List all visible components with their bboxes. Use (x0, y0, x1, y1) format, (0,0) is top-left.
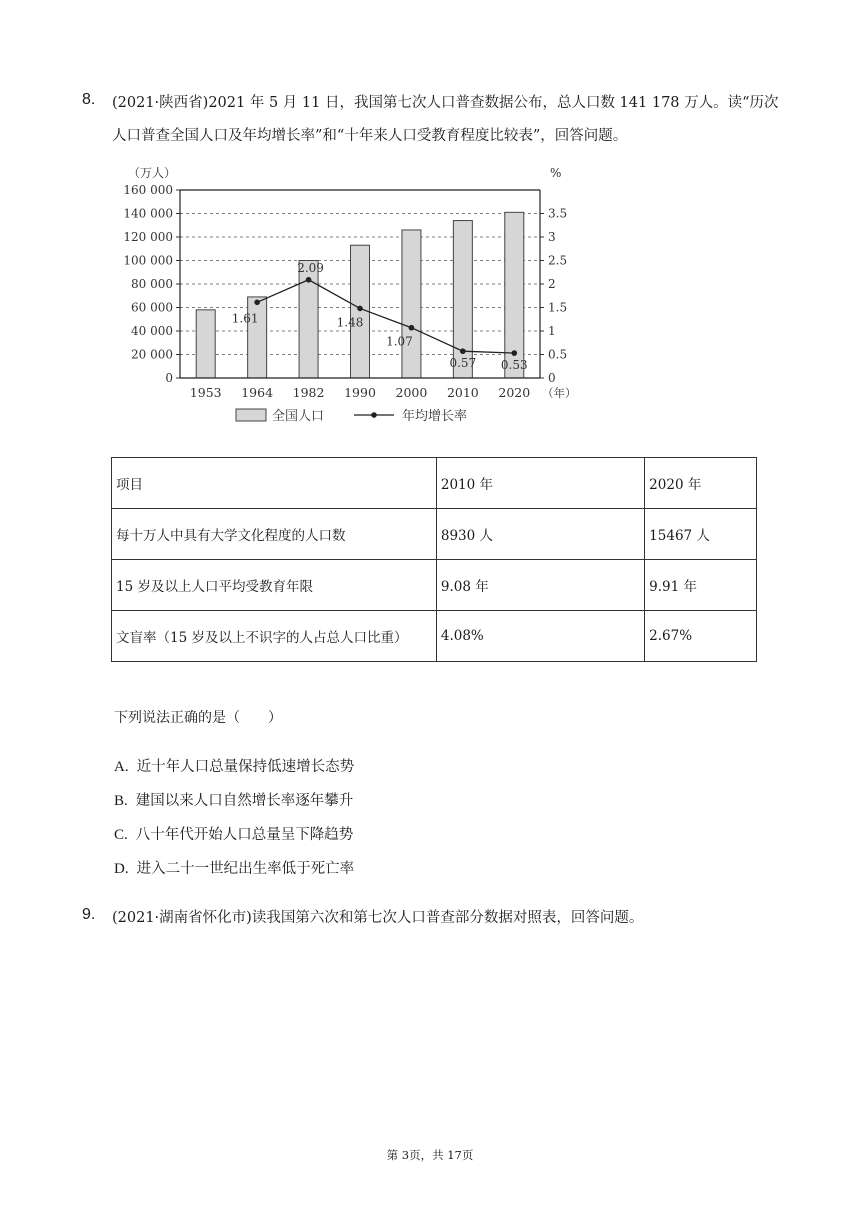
growth-rate-point (357, 306, 363, 312)
question-9-text-line1: (2021·湖南省怀化市)读我国第六次和第七次人口普查部分数据对照表，回答问题。 (112, 910, 644, 926)
y-left-tick-label: 0 (165, 371, 173, 385)
chart-legend (236, 408, 467, 424)
table-cell: 2010 年 (436, 458, 644, 509)
x-tick-label: 1982 (292, 385, 325, 400)
legend-line-label: 年均增长率 (402, 409, 468, 424)
table-cell: 8930 人 (436, 509, 644, 560)
table-cell: 每十万人中具有大学文化程度的人口数 (112, 509, 437, 560)
y-left-tick-label: 120 000 (123, 230, 173, 244)
option-letter: C. (114, 827, 128, 843)
growth-rate-data-label: 0.57 (449, 356, 477, 371)
option-d[interactable] (114, 857, 354, 878)
table-cell: 4.08% (436, 611, 644, 662)
growth-rate-data-label: 1.07 (386, 334, 413, 349)
option-text: 近十年人口总量保持低速增长态势 (136, 759, 355, 775)
y-right-tick-label: 1 (548, 324, 556, 338)
question-8-number: 8. (82, 91, 96, 108)
x-tick-label: 2000 (395, 385, 428, 400)
x-tick-label: 1990 (344, 385, 376, 400)
option-letter: D. (114, 861, 129, 877)
option-text: 进入二十一世纪出生率低于死亡率 (136, 861, 355, 877)
x-tick-label: 2010 (446, 385, 479, 400)
option-text: 建国以来人口自然增长率逐年攀升 (135, 793, 354, 809)
growth-rate-point (254, 300, 260, 306)
y-right-tick-label: 2 (548, 277, 556, 291)
table-cell: 9.08 年 (436, 560, 644, 611)
legend-bar-label: 全国人口 (272, 409, 325, 424)
chart-bar (453, 221, 472, 378)
growth-rate-point (306, 277, 312, 283)
y-left-tick-label: 100 000 (123, 253, 173, 268)
option-a[interactable] (114, 755, 354, 776)
y-right-tick-label: 1.5 (548, 300, 568, 315)
table-cell: 2.67% (645, 611, 757, 662)
growth-rate-point (511, 350, 517, 356)
table-header-row (112, 458, 757, 509)
page-footer: 第 3页，共 17页 (386, 1148, 474, 1162)
table-cell: 项目 (112, 458, 437, 509)
y-left-tick-label: 20 000 (131, 347, 173, 362)
x-tick-label: 1953 (189, 385, 222, 400)
legend-bar-swatch (236, 409, 266, 421)
table-cell: 15 岁及以上人口平均受教育年限 (112, 560, 437, 611)
question-8-text-line2: 人口普查全国人口及年均增长率”和“十年来人口受教育程度比较表”，回答问题。 (112, 128, 628, 144)
chart-bar (196, 310, 215, 378)
x-tick-label: 2020 (498, 385, 531, 400)
y-right-tick-label: 3 (548, 230, 556, 244)
question-8-text-line1: (2021·陕西省)2021 年 5 月 11 日，我国第七次人口普查数据公布，总人口数 141 178 万人。读“历次 (112, 95, 779, 111)
y-left-tick-label: 60 000 (131, 300, 173, 315)
table-cell: 文盲率（15 岁及以上不识字的人占总人口比重） (112, 611, 437, 662)
option-text: 八十年代开始人口总量呈下降趋势 (135, 827, 354, 843)
option-letter: A. (114, 759, 129, 775)
y-right-tick-label: 0 (548, 371, 556, 385)
x-axis-unit: （年） (542, 386, 577, 400)
x-tick-label: 1964 (241, 385, 274, 400)
table-row (112, 611, 757, 662)
option-c[interactable] (114, 823, 353, 844)
table-cell: 2020 年 (645, 458, 757, 509)
growth-rate-point (460, 348, 466, 354)
y-left-tick-label: 160 000 (123, 183, 173, 197)
table-cell: 9.91 年 (645, 560, 757, 611)
question-prompt: 下列说法正确的是（ ） (114, 710, 282, 726)
y-left-unit: （万人） (127, 166, 176, 180)
table-cell: 15467 人 (645, 509, 757, 560)
y-right-tick-label: 2.5 (548, 253, 568, 268)
y-right-tick-label: 3.5 (548, 206, 568, 221)
table-row (112, 560, 757, 611)
y-left-tick-label: 80 000 (131, 277, 173, 291)
chart-bar (248, 297, 267, 378)
y-left-tick-label: 40 000 (131, 324, 173, 338)
option-letter: B. (114, 793, 128, 809)
growth-rate-point (409, 325, 415, 331)
y-left-tick-label: 140 000 (123, 206, 173, 221)
growth-rate-data-label: 0.53 (500, 358, 528, 373)
education-comparison-table (111, 457, 757, 662)
growth-rate-data-label: 1.61 (231, 311, 259, 326)
table-row (112, 509, 757, 560)
y-right-tick-label: 0.5 (548, 347, 568, 362)
population-chart (118, 163, 588, 438)
growth-rate-data-label: 1.48 (336, 315, 364, 330)
legend-line-marker (371, 412, 377, 418)
question-9-number: 9. (82, 906, 96, 923)
growth-rate-data-label: 2.09 (297, 260, 324, 275)
option-b[interactable] (114, 789, 353, 810)
chart-bar (402, 230, 421, 378)
y-right-unit: % (550, 166, 562, 180)
